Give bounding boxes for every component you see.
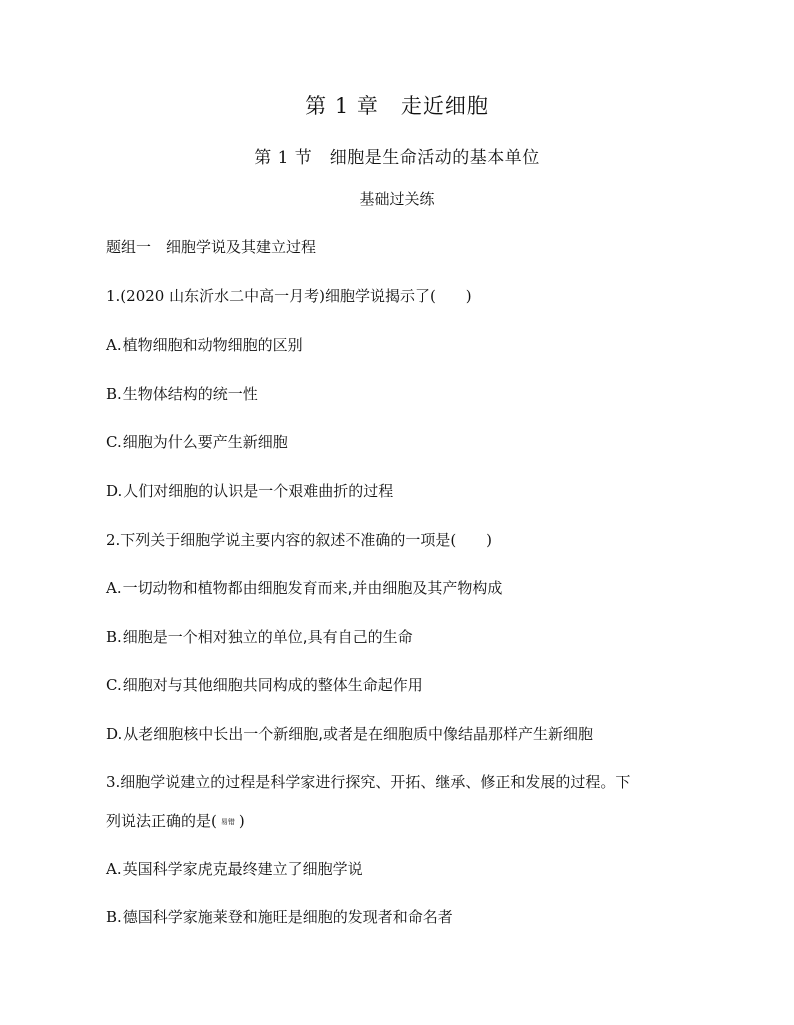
option-text: 人们对细胞的认识是一个艰难曲折的过程 <box>123 482 394 500</box>
option-label: B. <box>106 628 122 646</box>
question-2-option-a <box>106 577 502 598</box>
question-2-option-c <box>106 674 423 695</box>
option-text: 细胞对与其他细胞共同构成的整体生命起作用 <box>122 676 423 694</box>
option-text: 细胞是一个相对独立的单位,具有自己的生命 <box>122 628 413 646</box>
option-text: 一切动物和植物都由细胞发育而来,并由细胞及其产物构成 <box>122 579 503 597</box>
option-text: 细胞为什么要产生新细胞 <box>122 433 288 451</box>
question-2-option-d <box>106 723 593 744</box>
option-label: A. <box>106 579 122 597</box>
question-group-title: 题组一 细胞学说及其建立过程 <box>106 238 317 256</box>
option-text: 植物细胞和动物细胞的区别 <box>122 336 303 354</box>
option-text: 生物体结构的统一性 <box>122 385 258 403</box>
option-label: D. <box>106 725 123 743</box>
option-label: B. <box>106 908 122 926</box>
question-1-option-b <box>106 383 258 404</box>
stem-paren-close: ) <box>238 812 245 830</box>
subsection-title: 基础过关练 <box>359 190 435 208</box>
option-label: B. <box>106 385 122 403</box>
option-label: C. <box>106 433 122 451</box>
error-prone-mark: 易错 <box>220 818 235 826</box>
question-1-option-c <box>106 431 288 452</box>
question-1-option-a <box>106 334 303 355</box>
question-3-stem-line-2 <box>106 810 245 831</box>
option-label: A. <box>106 860 122 878</box>
question-2-stem: 2.下列关于细胞学说主要内容的叙述不准确的一项是( ) <box>106 531 493 549</box>
option-label: A. <box>106 336 122 354</box>
option-text: 从老细胞核中长出一个新细胞,或者是在细胞质中像结晶那样产生新细胞 <box>123 725 594 743</box>
stem-text: 列说法正确的是( <box>106 812 217 830</box>
question-1-option-d <box>106 480 393 501</box>
question-1-stem: 1.(2020 山东沂水二中高一月考)细胞学说揭示了( ) <box>106 287 472 305</box>
chapter-title: 第 1 章 走近细胞 <box>305 94 489 118</box>
question-3-option-b <box>106 906 453 927</box>
section-title: 第 1 节 细胞是生命活动的基本单位 <box>254 148 540 168</box>
option-label: D. <box>106 482 123 500</box>
option-label: C. <box>106 676 122 694</box>
option-text: 德国科学家施莱登和施旺是细胞的发现者和命名者 <box>122 908 453 926</box>
question-3-option-a <box>106 858 363 879</box>
question-2-option-b <box>106 626 413 647</box>
option-text: 英国科学家虎克最终建立了细胞学说 <box>122 860 363 878</box>
question-3-stem-line-1: 3.细胞学说建立的过程是科学家进行探究、开拓、继承、修正和发展的过程。下 <box>106 773 631 791</box>
